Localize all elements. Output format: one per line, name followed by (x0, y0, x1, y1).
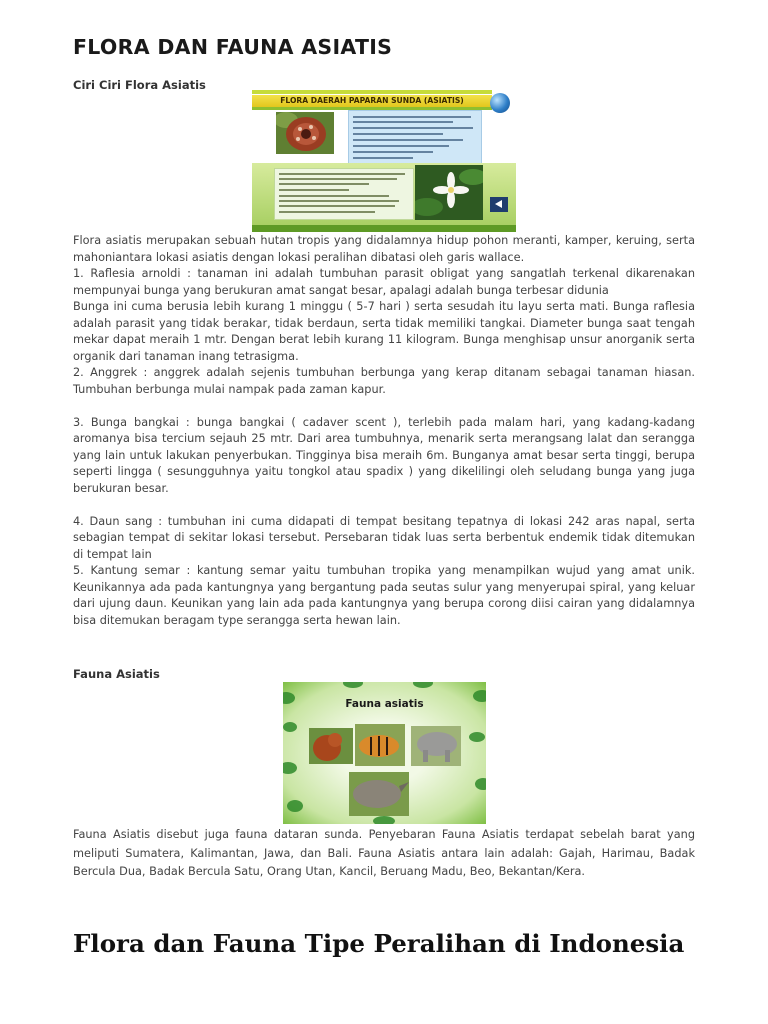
flora-paragraph: Bunga ini cuma berusia lebih kurang 1 minggu ( 5-7 hari ) serta sesudah itu layu serta mati. Bunga raflesia adalah parasit yang tidak berakar, tidak berdaun, serta tidak memiliki tangkai. Diameter bunga saat tengah mekar dapat meraih 1 mtr. Dengan berat lebih kurang 11 kilogram. Bunga menghisap unsur anorganik serta organik dari tanaman inang tetrasigma. (73, 300, 695, 363)
flower-photo (415, 165, 483, 220)
slide-accent-bar (252, 90, 492, 94)
flora-heading: Ciri Ciri Flora Asiatis (73, 78, 206, 92)
page-title: FLORA DAN FAUNA ASIATIS (73, 35, 393, 59)
section-heading: Flora dan Fauna Tipe Peralihan di Indonesia (73, 929, 685, 958)
globe-icon (490, 93, 510, 113)
fauna-heading: Fauna Asiatis (73, 667, 160, 681)
paragraph-gap (73, 497, 695, 514)
animal-photos (305, 722, 465, 818)
flora-paragraph: 2. Anggrek : anggrek adalah sejenis tumbuhan berbunga yang kerap ditanam sebagai tanaman hiasan. Tumbuhan berbunga mulai nampak pada zaman kapur. (73, 366, 695, 396)
paragraph-gap (73, 398, 695, 415)
slide-title: FLORA DAERAH PAPARAN SUNDA (ASIATIS) (252, 95, 492, 107)
flora-paragraph: 5. Kantung semar : kantung semar yaitu tumbuhan tropika yang menampilkan wujud yang amat unik. Keunikannya ada pada kantungnya yang bergantung pada seutas sulur yang menyerupai spiral, yang keluar dari ujung daun. Keunikan yang lain ada pada kantungnya yang berupa corong diisi cairan yang didalamnya bisa ditemukan beragam type serangga serta hewan lain. (73, 564, 695, 627)
flora-paragraph: 3. Bunga bangkai : bunga bangkai ( cadaver scent ), terlebih pada malam hari, yang kadang-kadang aromanya bisa tercium sejauh 25 mtr. Dari area tumbuhnya, menarik serta merangsang lalat dan serangga yang lain untuk lakukan penyerbukan. Tingginya bisa meraih 6m. Bunganya amat besar serta tinggi, berupa seperti lingga ( sesungguhnya yaitu tongkol atau spadix ) yang dikelilingi oleh seludang bunga yang juga berukuran besar. (73, 415, 695, 495)
rafflesia-photo (276, 112, 334, 154)
flora-paragraph: 4. Daun sang : tumbuhan ini cuma didapati di tempat besitang tepatnya di lokasi 242 aras napal, serta sebagian tempat di sekitar lokasi tersebut. Persebaran tidak luas serta berbentuk endemik tidak ditemukan di tempat lain (73, 514, 695, 561)
slide-text-box (348, 110, 482, 164)
fauna-slide-title: Fauna asiatis (345, 698, 424, 710)
slide-footer-bar (252, 225, 516, 232)
flora-slide-image (252, 90, 516, 232)
fauna-paragraph: Fauna Asiatis disebut juga fauna dataran sunda. Penyebaran Fauna Asiatis terdapat sebelah barat yang meliputi Sumatera, Kalimantan, Jawa, dan Bali. Fauna Asiatis antara lain adalah: Gajah, Harimau, Badak Bercula Dua, Badak Bercula Satu, Orang Utan, Kancil, Beruang Madu, Beo, Bekantan/Kera. (73, 828, 695, 878)
flora-paragraph: 1. Raflesia arnoldi : tanaman ini adalah tumbuhan parasit obligat yang sangatlah terkenal dikarenakan mempunyai bunga yang berukuran amat sangat besar, apalagi adalah bunga terbesar didunia (73, 267, 695, 297)
back-arrow-icon (490, 197, 508, 212)
slide-text-box (274, 168, 414, 220)
fauna-slide-image (283, 682, 486, 824)
flora-paragraph: Flora asiatis merupakan sebuah hutan tropis yang didalamnya hidup pohon meranti, kamper, keruing, serta mahoniantara lokasi asiatis dengan lokasi peralihan dibatasi oleh garis wallace. (73, 234, 695, 264)
flora-text (73, 233, 695, 629)
